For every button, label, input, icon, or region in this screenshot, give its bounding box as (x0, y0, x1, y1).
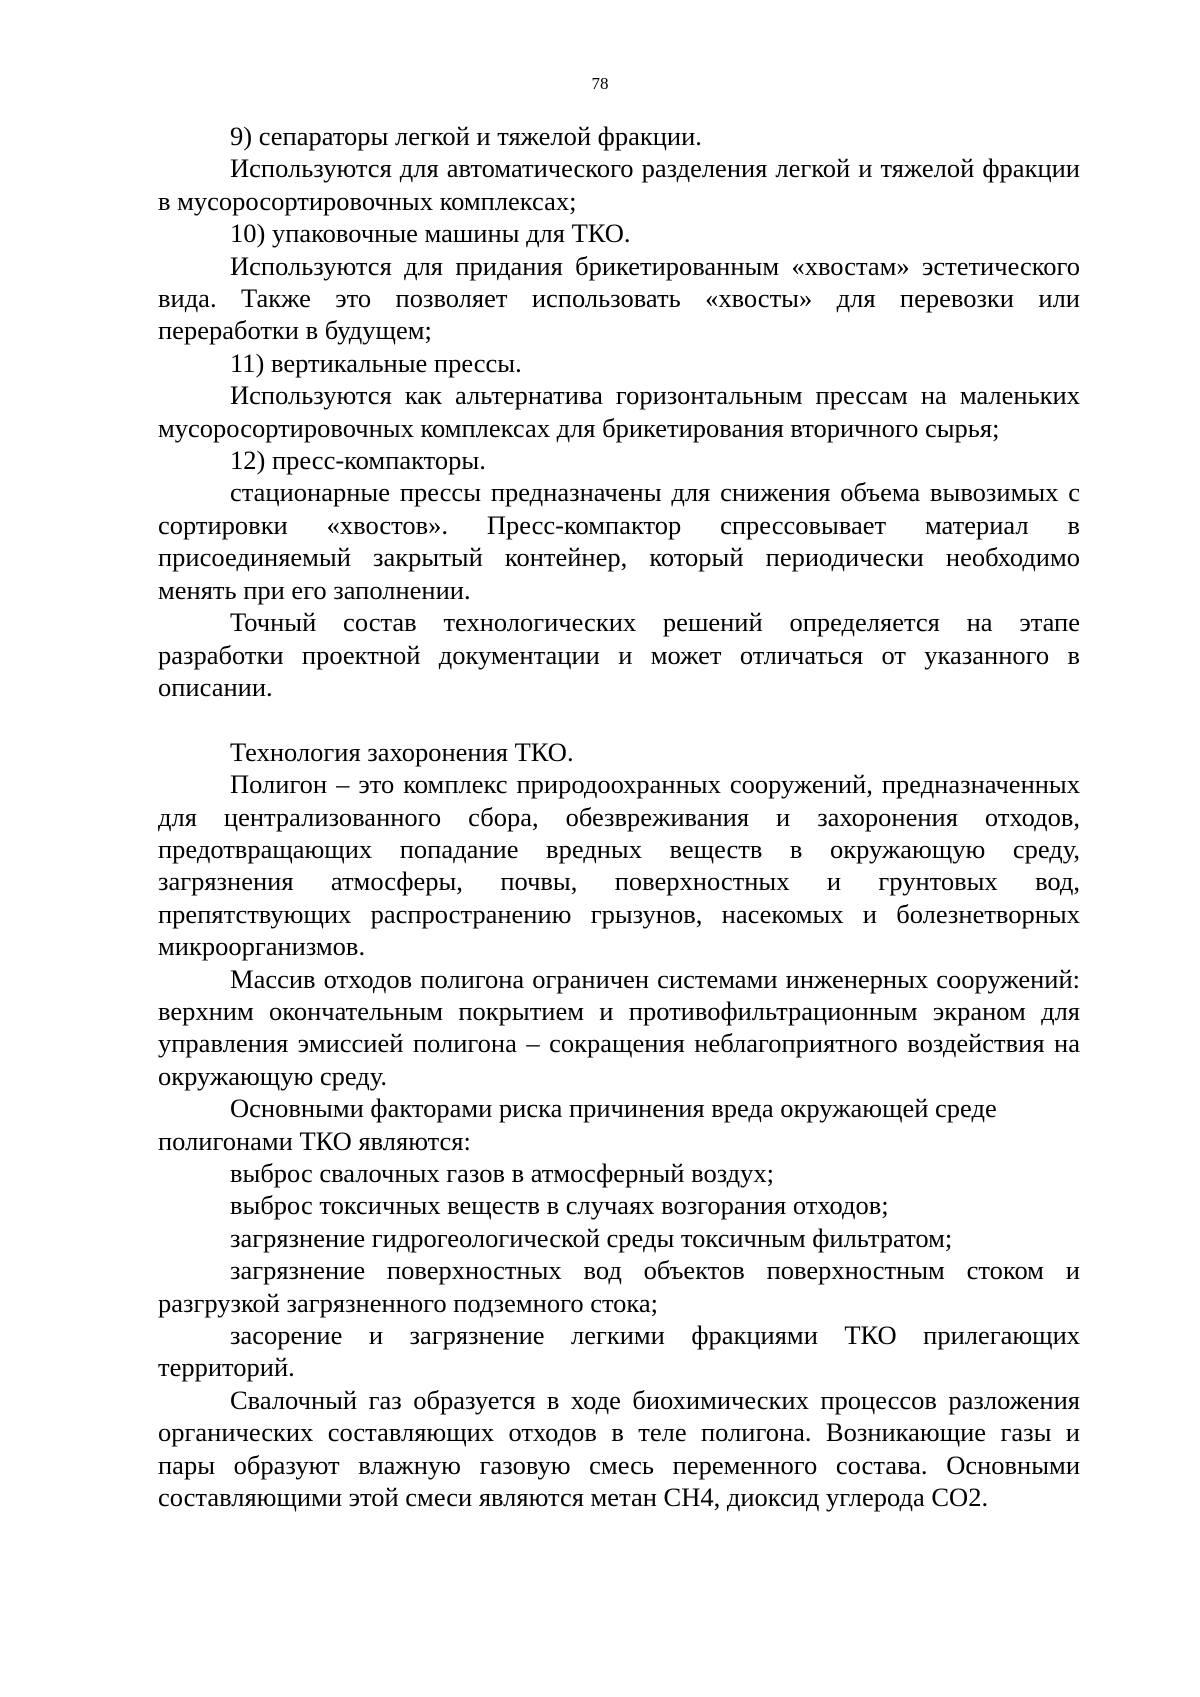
paragraph-packing-machines-description: Используются для придания брикетированным «хвостам» эстетического вида. Также это позволяет использовать «хвосты» для перевозки или переработки в будущем; (158, 250, 1080, 346)
section-heading-landfill-technology: Технология захоронения ТКО. (230, 736, 574, 767)
list-item-risk-toxic-emission: выброс токсичных веществ в случаях возгорания отходов; (230, 1190, 889, 1221)
list-item-risk-gas-emission: выброс свалочных газов в атмосферный воздух; (230, 1157, 775, 1188)
list-item-separators: 9) сепараторы легкой и тяжелой фракции. (230, 121, 702, 151)
page-number: 78 (591, 74, 609, 93)
paragraph-technology-note: Точный состав технологических решений определяется на этапе разработки проектной документации и может отличаться от указанного в описании. (158, 607, 1080, 702)
list-item-vertical-presses: 11) вертикальные прессы. (230, 347, 522, 378)
paragraph-spacer (158, 703, 1080, 735)
document-body (158, 120, 1080, 1513)
paragraph-risk-factors-intro: Основными факторами риска причинения вреда окружающей среде полигонами ТКО являются: (158, 1093, 997, 1156)
paragraph-vertical-presses-description: Используются как альтернатива горизонтальным прессам на маленьких мусоросортировочных комплексах для брикетирования вторичного сырья; (158, 380, 1080, 443)
list-item-press-compactors: 12) пресс-компакторы. (230, 445, 486, 476)
paragraph-landfill-definition: Полигон – это комплекс природоохранных сооружений, предназначенных для централизованного сбора, обезвреживания и захоронения отходов, предотвращающих попадание вредных веществ в окружающую среду, загрязнения атмосферы, почвы, поверхностных и грунтовых вод, препятствующих распространению грызунов, насекомых и болезнетворных микроорганизмов. (158, 769, 1080, 962)
paragraph-separators-description: Используются для автоматического разделения легкой и тяжелой фракции в мусоросортировочных комплексах; (158, 153, 1080, 216)
list-item-packing-machines: 10) упаковочные машины для ТКО. (230, 218, 631, 249)
paragraph-landfill-massif: Массив отходов полигона ограничен системами инженерных сооружений: верхним окончательным покрытием и противофильтрационным экраном для управления эмиссией полигона – сокращения неблагоприятного воздействия на окружающую среду. (158, 963, 1080, 1091)
list-item-risk-hydrogeology: загрязнение гидрогеологической среды токсичным фильтратом; (230, 1222, 953, 1253)
list-item-risk-surface-water: загрязнение поверхностных вод объектов поверхностным стоком и разгрузкой загрязненного подземного стока; (158, 1255, 1080, 1318)
paragraph-press-compactors-description: стационарные прессы предназначены для снижения объема вывозимых с сортировки «хвостов». Пресс-компактор спрессовывает материал в присоединяемый закрытый контейнер, который периодически необходимо менять при его заполнении. (158, 477, 1080, 605)
list-item-risk-littering: засорение и загрязнение легкими фракциями ТКО прилегающих территорий. (158, 1320, 1080, 1383)
paragraph-landfill-gas: Свалочный газ образуется в ходе биохимических процессов разложения органических составляющих отходов в теле полигона. Возникающие газы и пары образуют влажную газовую смесь переменного состава. Основными составляющими этой смеси являются метан CH4, диоксид углерода CO2. (158, 1384, 1080, 1513)
